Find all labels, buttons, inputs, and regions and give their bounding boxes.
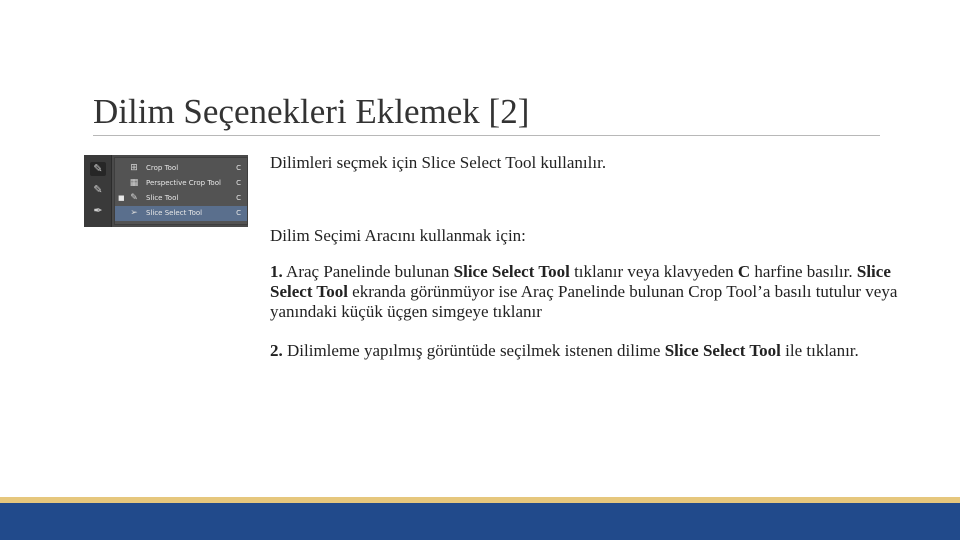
flyout-item-label: Perspective Crop Tool (146, 179, 221, 187)
step-2-paragraph (270, 341, 910, 361)
flyout-item-shortcut: C (236, 179, 241, 187)
intro-paragraph: Dilimleri seçmek için Slice Select Tool kullanılır. (270, 153, 607, 172)
slide-title: Dilim Seçenekleri Eklemek [2] (93, 92, 530, 131)
flyout-item-slice-tool (115, 191, 247, 206)
perspective-crop-icon: ▦ (129, 178, 139, 188)
step-text: harfine basılır. (750, 262, 857, 281)
flyout-item-shortcut: C (236, 209, 241, 217)
tool-flyout-menu (114, 157, 248, 225)
step-number: 1. (270, 262, 283, 281)
toolbar-strip (84, 155, 112, 227)
step-text: tıklanır veya klavyeden (569, 262, 738, 281)
tool-name: Slice Select Tool (270, 262, 891, 301)
flyout-item-crop-tool (115, 161, 247, 176)
flyout-item-label: Crop Tool (146, 164, 179, 172)
slice-strip-icon: ✎ (90, 162, 106, 176)
slice-select-icon: ➢ (130, 208, 138, 218)
title-divider (93, 135, 880, 136)
eyedropper-strip-icon: ✎ (93, 183, 103, 196)
flyout-item-shortcut: C (236, 194, 241, 202)
step-1-paragraph (270, 262, 910, 322)
shortcut-key: C (737, 262, 751, 281)
step-text: ekranda görünmüyor ise Araç Panelinde bulunan Crop Tool’a basılı tutulur veya yanındaki küçük üçgen simgeye tıklanır (270, 282, 898, 321)
tool-panel-image (84, 155, 248, 227)
crop-icon: ⊞ (130, 163, 138, 173)
step-text: Araç Panelinde bulunan (282, 262, 454, 281)
tool-name: Slice Select Tool (453, 262, 570, 281)
flyout-item-label: Slice Select Tool (146, 209, 203, 217)
flyout-item-shortcut: C (236, 164, 241, 172)
current-tool-dot-icon: ■ (118, 194, 125, 202)
step-text: Dilimleme yapılmış görüntüde seçilmek istenen dilime (282, 341, 665, 360)
step-number: 2. (270, 341, 283, 360)
subheading-paragraph: Dilim Seçimi Aracını kullanmak için: (270, 226, 526, 245)
flyout-item-label: Slice Tool (146, 194, 179, 202)
flyout-item-perspective-crop-tool (115, 176, 247, 191)
slice-icon: ✎ (130, 193, 138, 203)
step-text: ile tıklanır. (780, 341, 859, 360)
brush-strip-icon: ✒ (93, 204, 103, 217)
flyout-item-slice-select-tool (115, 206, 247, 221)
tool-name: Slice Select Tool (664, 341, 781, 360)
footer-blue-band (0, 503, 960, 540)
